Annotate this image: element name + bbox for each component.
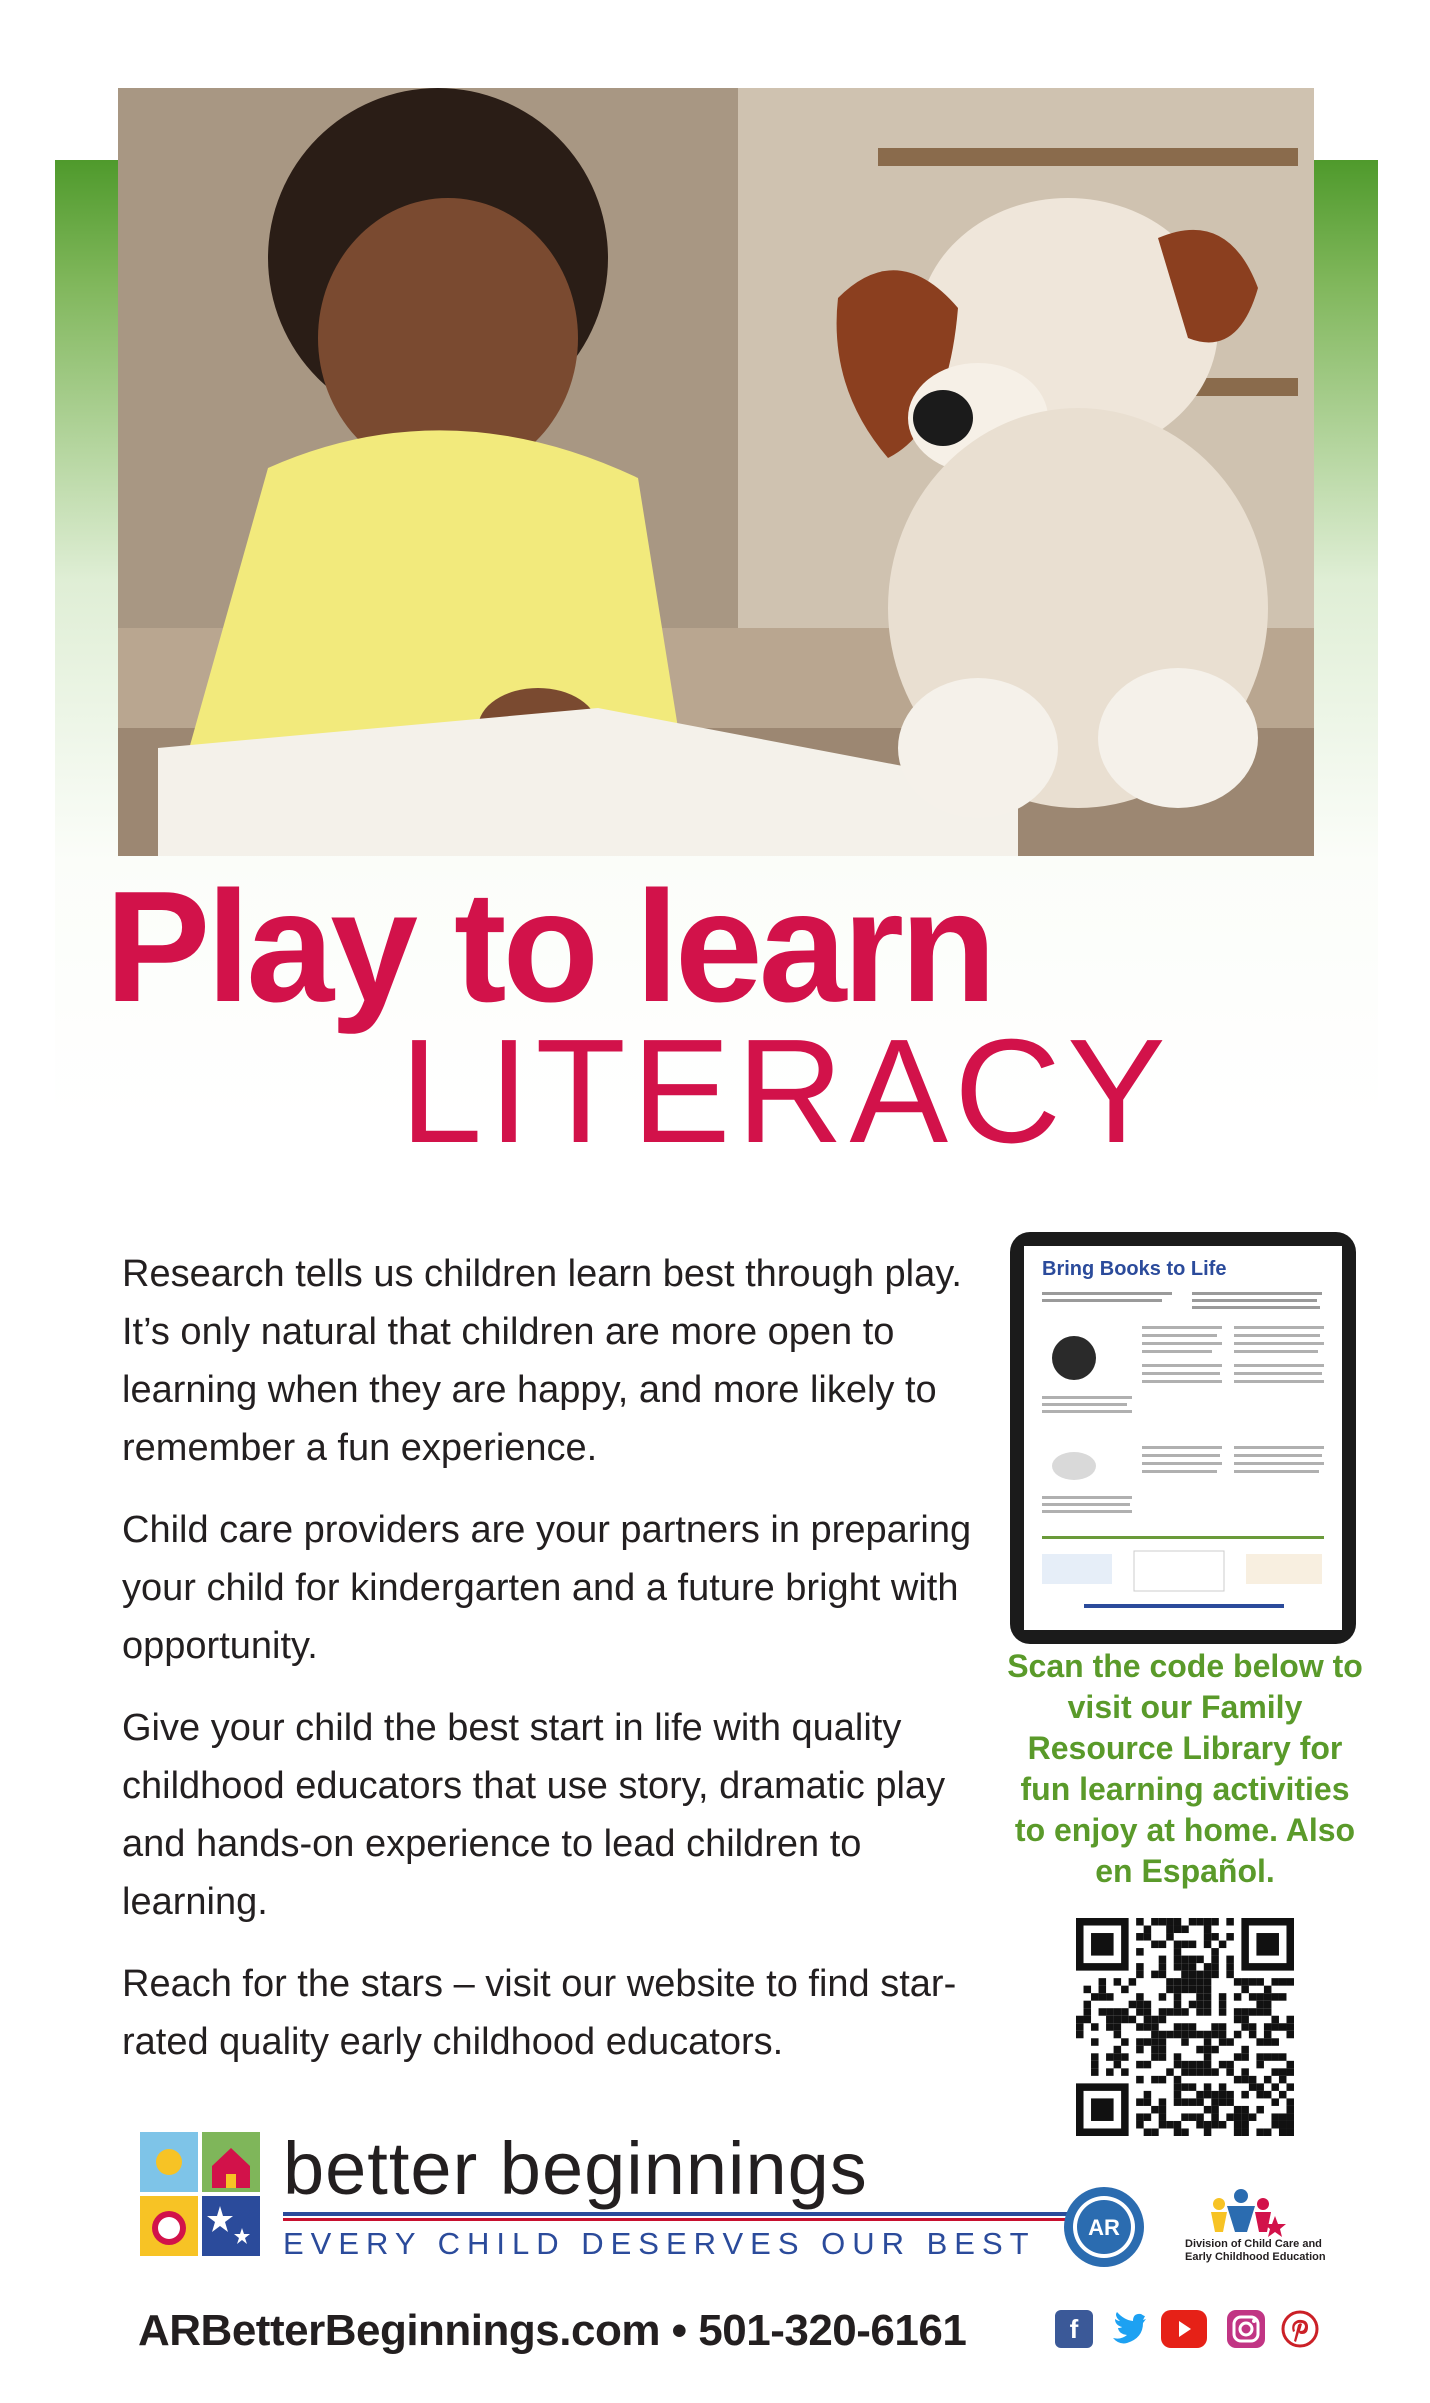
tablet-page-graphic — [1024, 1246, 1342, 1630]
tablet-screen — [1024, 1246, 1342, 1630]
state-seal-icon — [1063, 2186, 1145, 2268]
better-beginnings-logo — [140, 2127, 1036, 2272]
footer-contact[interactable]: ARBetterBeginnings.com • 501-320-6161 — [138, 2306, 967, 2355]
logo-tagline: EVERY CHILD DESERVES OUR BEST — [283, 2226, 1036, 2261]
title-line-1: Play to learn — [105, 859, 993, 1035]
dccece-name: Division of Child Care and Early Childhood Education — [1185, 2238, 1326, 2263]
qr-code[interactable] — [1076, 1918, 1294, 2136]
instagram-icon[interactable] — [1227, 2310, 1265, 2348]
title-line-2: LITERACY — [400, 1009, 1172, 1174]
body-copy — [122, 1245, 992, 2095]
scan-instructions: Scan the code below to visit our Family Resource Library for fun learning activities to enjoy at home. Also en Español. — [1007, 1648, 1363, 1889]
paragraph-3: Give your child the best start in life with quality childhood educators that use story, dramatic play and hands-on experience to lead children to learning. — [122, 1707, 946, 1923]
dccece-logo — [1185, 2186, 1345, 2276]
logo-rule-blue — [283, 2212, 1125, 2216]
tablet-preview — [1010, 1232, 1356, 1644]
social-links — [1055, 2310, 1325, 2354]
tablet-title: Bring Books to Life — [1042, 1258, 1227, 1280]
hero-photo — [118, 88, 1314, 856]
pinterest-icon[interactable] — [1281, 2310, 1319, 2348]
paragraph-4: Reach for the stars – visit our website to find star-rated quality early childhood educators. — [122, 1963, 957, 2063]
children-figures-icon — [1185, 2186, 1345, 2238]
paragraph-2: Child care providers are your partners in preparing your child for kindergarten and a future bright with opportunity. — [122, 1509, 972, 1667]
logo-rule-red — [283, 2218, 1125, 2221]
facebook-icon[interactable]: f — [1055, 2310, 1093, 2348]
logo-tiles-icon — [140, 2132, 260, 2256]
paragraph-1: Research tells us children learn best through play. It’s only natural that children are more open to learning when they are happy, and more likely to remember a fun experience. — [122, 1253, 962, 1469]
youtube-icon[interactable] — [1161, 2310, 1207, 2348]
twitter-icon[interactable] — [1109, 2310, 1147, 2348]
svg-text:AR: AR — [1088, 2215, 1120, 2240]
logo-wordmark: better beginnings — [283, 2127, 868, 2210]
